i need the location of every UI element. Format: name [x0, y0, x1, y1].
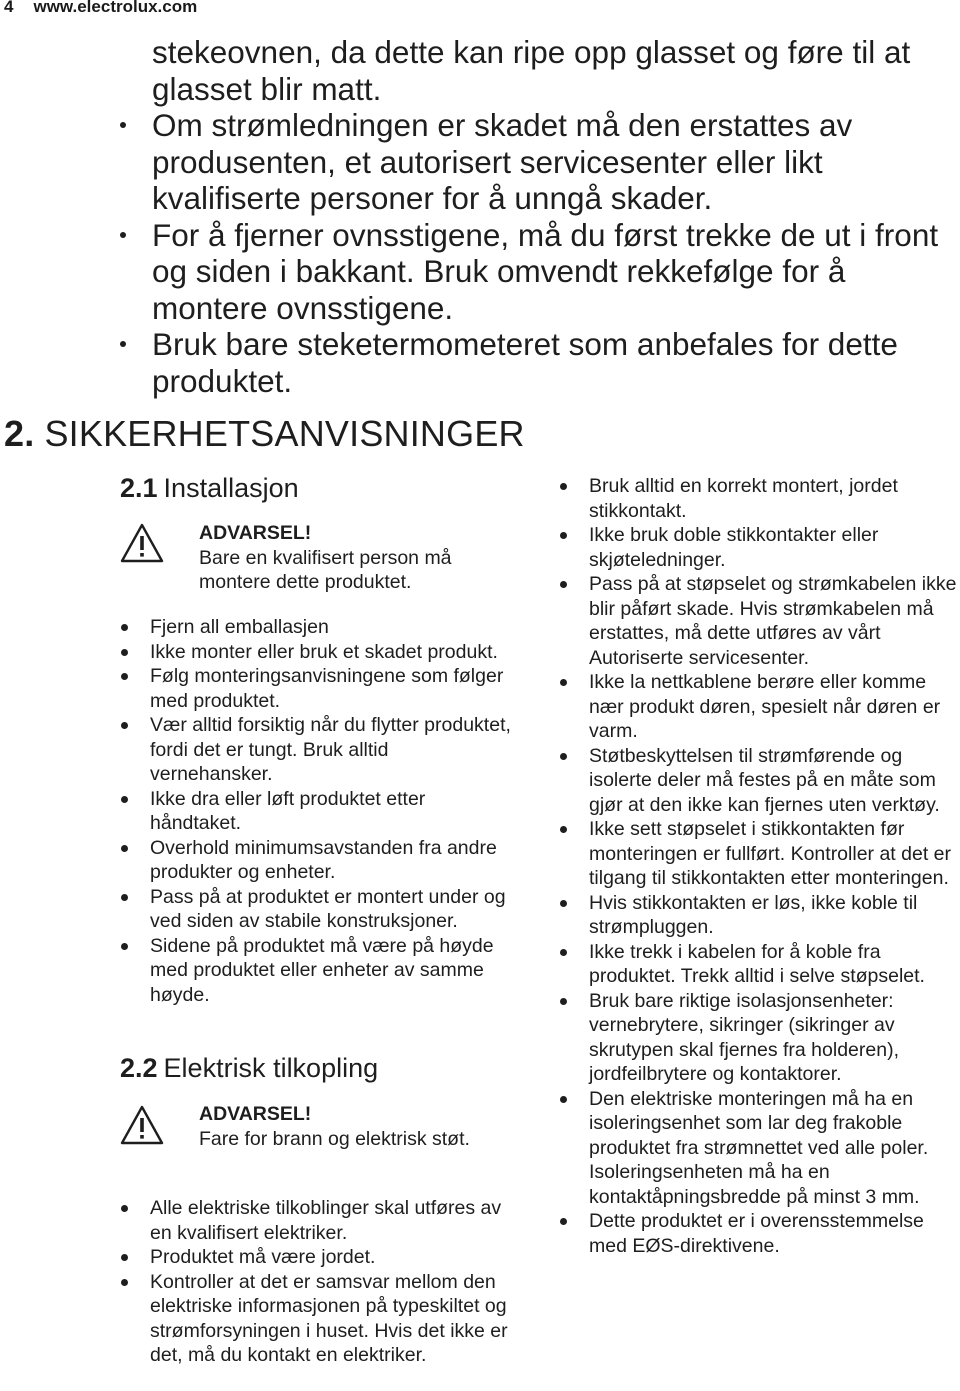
bullet-icon: [121, 1279, 128, 1286]
bullet-icon: [120, 122, 126, 128]
bullet-icon: [121, 624, 128, 631]
subsection-heading-electrical: [120, 1052, 378, 1084]
list-item-text: Den elektriske monteringen må ha en isoleringsenhet som lar deg frakoble produktet fra strømnettet ved alle poler. Isoleringsenheten må ha en kontaktåpningsbredde på minst 3 mm.: [589, 1087, 929, 1208]
warning-block-installation: [199, 521, 499, 595]
intro-text-0: stekeovnen, da dette kan ripe opp glasset og føre til at glasset blir matt.: [152, 34, 911, 107]
list-item-text: Produktet må være jordet.: [150, 1246, 376, 1268]
warning-triangle-icon: [120, 1105, 164, 1145]
warning-title: ADVARSEL!: [199, 1103, 312, 1125]
list-item-text: Hvis stikkontakten er løs, ikke koble til strømpluggen.: [589, 891, 918, 938]
list-item-text: Ikke dra eller løft produktet etter håndtaket.: [150, 787, 426, 834]
list-item: [559, 817, 959, 891]
list-item: [120, 787, 515, 836]
section-heading: [4, 413, 525, 455]
electrical-list: [120, 1196, 525, 1368]
intro-list: [120, 34, 955, 399]
list-item: [559, 989, 959, 1087]
bullet-icon: [121, 894, 128, 901]
list-item: [120, 640, 515, 665]
bullet-icon: [121, 1205, 128, 1212]
warning-text: Bare en kvalifisert person må montere dette produktet.: [199, 546, 452, 593]
list-item-text: Ikke bruk doble stikkontakter eller skjøteledninger.: [589, 524, 879, 571]
list-item: [559, 1087, 959, 1210]
subsection-number: 2.1: [120, 473, 158, 503]
bullet-icon: [121, 722, 128, 729]
bullet-icon: [560, 1096, 567, 1103]
list-item: [559, 523, 959, 572]
list-item: [120, 217, 955, 327]
list-item-text: Bruk bare riktige isolasjonsenheter: vernebrytere, sikringer (sikringer av skrutypen skal fjernes fra holderen), jordfeilbrytere og kontaktorer.: [589, 989, 899, 1085]
list-item-text: Alle elektriske tilkoblinger skal utføres av en kvalifisert elektriker.: [150, 1197, 502, 1244]
bullet-icon: [121, 673, 128, 680]
list-item-text: Ikke la nettkablene berøre eller komme nær produkt døren, spesielt når døren er varm.: [589, 671, 941, 742]
list-item-text: Fjern all emballasjen: [150, 616, 329, 638]
page-header: [4, 0, 197, 17]
bullet-icon: [560, 532, 567, 539]
list-item-text: Kontroller at det er samsvar mellom den elektriske informasjonen på typeskiltet og strømforsyningen i huset. Hvis det ikke er det, må du kontakt en elektriker.: [150, 1270, 508, 1366]
list-item: [120, 107, 955, 217]
bullet-icon: [560, 998, 567, 1005]
list-item: [559, 940, 959, 989]
bullet-icon: [560, 900, 567, 907]
warning-text: Fare for brann og elektrisk støt.: [199, 1127, 470, 1150]
list-item: [120, 1270, 525, 1368]
list-item-text: Ikke sett støpselet i stikkontakten før monteringen er fullført. Kontroller at det er tilgang til stikkontakten etter monteringen.: [589, 818, 951, 889]
bullet-icon: [560, 826, 567, 833]
list-item: [120, 934, 515, 1008]
section-title: SIKKERHETSANVISNINGER: [44, 413, 525, 454]
bullet-icon: [120, 341, 126, 347]
bullet-icon: [120, 232, 126, 238]
list-item: [120, 836, 515, 885]
subsection-title: Installasjon: [163, 473, 299, 503]
bullet-icon: [560, 1218, 567, 1225]
bullet-icon: [560, 679, 567, 686]
list-item: [120, 326, 955, 399]
list-item-text: Bruk alltid en korrekt montert, jordet stikkontakt.: [589, 475, 898, 522]
bullet-icon: [560, 753, 567, 760]
list-item: [559, 891, 959, 940]
list-item-text: Dette produktet er i overensstemmelse med EØS-direktivene.: [589, 1210, 924, 1257]
list-item-text: Overhold minimumsavstanden fra andre produkter og enheter.: [150, 836, 497, 883]
list-item-text: Vær alltid forsiktig når du flytter produktet, fordi det er tungt. Bruk alltid vernehansker.: [150, 714, 511, 785]
list-item: [559, 1209, 959, 1258]
bullet-icon: [560, 949, 567, 956]
list-item-text: Sidene på produktet må være på høyde med produktet eller enheter av samme høyde.: [150, 934, 494, 1006]
list-item-text: Følg monteringsanvisningene som følger med produktet.: [150, 665, 504, 712]
subsection-number: 2.2: [120, 1053, 158, 1083]
list-item-text: Ikke trekk i kabelen for å koble fra produktet. Trekk alltid i selve støpselet.: [589, 940, 925, 987]
list-item-text: Støtbeskyttelsen til strømførende og isolerte deler må festes på en måte som gjør at den ikke kan fjernes uten verktøy.: [589, 744, 940, 816]
intro-text-2: For å fjerner ovnsstigene, må du først trekke de ut i front og siden i bakkant. Bruk omvendt rekkefølge for å montere ovnsstigene.: [152, 216, 939, 326]
bullet-icon: [121, 796, 128, 803]
list-item: [559, 474, 959, 523]
subsection-heading-installation: [120, 472, 299, 504]
page-number: 4: [4, 0, 14, 16]
list-item: [120, 713, 515, 787]
list-item-text: Pass på at støpselet og strømkabelen ikke blir påført skade. Hvis strømkabelen må erstattes, må dette utføres av vårt Autoriserte servicesenter.: [589, 573, 957, 669]
list-item: [559, 572, 959, 670]
bullet-icon: [121, 1254, 128, 1261]
bullet-icon: [121, 845, 128, 852]
warning-title: ADVARSEL!: [199, 522, 312, 544]
intro-continuation: [120, 34, 955, 107]
bullet-icon: [121, 943, 128, 950]
list-item: [120, 664, 515, 713]
list-item: [559, 670, 959, 744]
list-item: [559, 744, 959, 818]
list-item: [120, 1245, 525, 1270]
intro-text-1: Om strømledningen er skadet må den erstattes av produsenten, et autorisert servicesenter eller likt kvalifiserte personer for å unngå skader.: [152, 107, 853, 216]
list-item: [120, 615, 515, 640]
bullet-icon: [560, 483, 567, 490]
warning-triangle-icon: [120, 523, 164, 563]
installation-list: [120, 615, 515, 1007]
section-number: 2.: [4, 413, 35, 454]
list-item: [120, 885, 515, 934]
list-item-text: Pass på at produktet er montert under og ved siden av stabile konstruksjoner.: [150, 885, 506, 932]
bullet-icon: [560, 581, 567, 588]
list-item: [120, 1196, 525, 1245]
site-url: www.electrolux.com: [33, 0, 198, 16]
intro-text-3: Bruk bare steketermometeret som anbefales for dette produktet.: [152, 326, 898, 399]
bullet-icon: [121, 649, 128, 656]
subsection-title: Elektrisk tilkopling: [163, 1053, 379, 1083]
right-column-list: [559, 474, 959, 1258]
list-item-text: Ikke monter eller bruk et skadet produkt.: [150, 640, 498, 663]
warning-block-electrical: [199, 1102, 479, 1151]
